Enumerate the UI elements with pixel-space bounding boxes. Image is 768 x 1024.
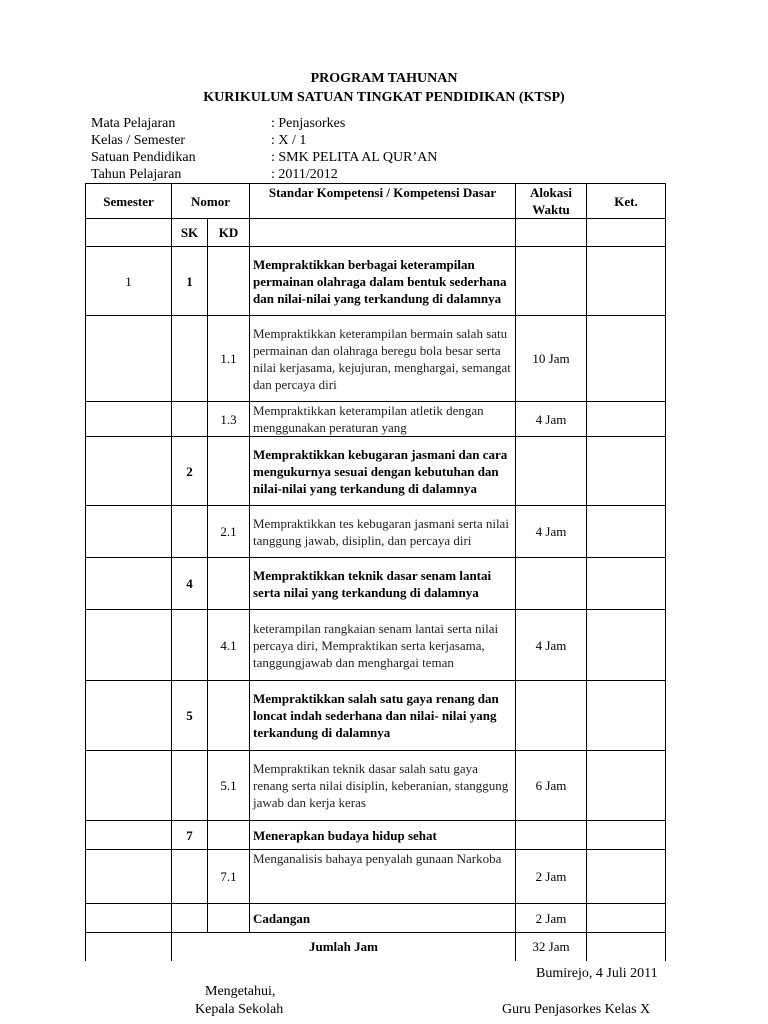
table-row (86, 316, 666, 402)
competency-cell: Mempraktikkan salah satu gaya renang dan loncat indah sederhana dan nilai- nilai yang terkandung di dalamnya (250, 681, 516, 751)
semester-cell (86, 610, 172, 681)
sk-cell: 5 (172, 681, 208, 751)
competency-cell: Mempraktikkan keterampilan bermain salah satu permainan dan olahraga beregu bola besar serta nilai kerjasama, kejujuran, menghargai, semangat dan percaya diri (250, 316, 516, 402)
semester-cell (86, 316, 172, 402)
competency-cell: Mempraktikan teknik dasar salah satu gaya renang serta nilai disiplin, keberanian, stanggung jawab dan kerja keras (250, 751, 516, 821)
semester-cell (86, 558, 172, 610)
table-row (86, 247, 666, 316)
alokasi-cell: 10 Jam (516, 316, 587, 402)
alokasi-cell: 2 Jam (516, 850, 587, 904)
sk-cell (172, 904, 208, 933)
semester-cell (86, 506, 172, 558)
empty-cell (250, 219, 516, 247)
info-label: Mata Pelajaran (91, 116, 176, 131)
guru-label: Guru Penjasorkes Kelas X (502, 1002, 651, 1017)
alokasi-cell: 4 Jam (516, 610, 587, 681)
alokasi-cell: 2 Jam (516, 904, 587, 933)
table-row (86, 681, 666, 751)
empty-cell (516, 219, 587, 247)
sk-cell: 2 (172, 437, 208, 506)
ket-cell (587, 316, 666, 402)
info-value: : Penjasorkes (271, 116, 346, 131)
kd-cell (208, 904, 250, 933)
total-value: 32 Jam (516, 933, 587, 961)
semester-cell (86, 751, 172, 821)
sk-cell: 4 (172, 558, 208, 610)
competency-cell: Mempraktikkan tes kebugaran jasmani serta nilai tanggung jawab, disiplin, dan percaya diri (250, 506, 516, 558)
table-row (86, 850, 666, 904)
kd-cell (208, 681, 250, 751)
ket-cell (587, 610, 666, 681)
alokasi-cell (516, 247, 587, 316)
info-value: : SMK PELITA AL QUR’AN (271, 150, 438, 165)
competency-cell: Mempraktikkan berbagai keterampilan permainan olahraga dalam bentuk sederhana dan nilai-nilai yang terkandung di dalamnya (250, 247, 516, 316)
ket-cell (587, 850, 666, 904)
kd-cell: 2.1 (208, 506, 250, 558)
ket-cell (587, 904, 666, 933)
sk-cell (172, 751, 208, 821)
sk-cell: 7 (172, 821, 208, 850)
header-semester: Semester (86, 184, 172, 219)
header-sk: SK (172, 219, 208, 247)
kd-cell (208, 821, 250, 850)
kd-cell: 7.1 (208, 850, 250, 904)
empty-cell (86, 219, 172, 247)
alokasi-cell (516, 821, 587, 850)
semester-cell (86, 933, 172, 961)
document-title: PROGRAM TAHUNAN (310, 71, 458, 86)
ket-cell (587, 751, 666, 821)
competency-cell: Menerapkan budaya hidup sehat (250, 821, 516, 850)
alokasi-cell (516, 558, 587, 610)
table-row (86, 610, 666, 681)
document-subtitle: KURIKULUM SATUAN TINGKAT PENDIDIKAN (KTSP) (203, 90, 565, 105)
info-label: Kelas / Semester (91, 133, 186, 148)
kd-cell: 4.1 (208, 610, 250, 681)
alokasi-cell: 4 Jam (516, 402, 587, 437)
alokasi-cell (516, 437, 587, 506)
semester-cell (86, 821, 172, 850)
alokasi-cell: 4 Jam (516, 506, 587, 558)
competency-cell: Mempraktikkan teknik dasar senam lantai serta nilai yang terkandung di dalamnya (250, 558, 516, 610)
competency-cell: Mempraktikkan keterampilan atletik dengan menggunakan peraturan yang (250, 402, 516, 437)
info-label: Satuan Pendidikan (91, 150, 196, 165)
info-label: Tahun Pelajaran (91, 167, 182, 182)
info-value: : X / 1 (271, 133, 307, 148)
ket-cell (587, 506, 666, 558)
kd-cell (208, 437, 250, 506)
total-row (86, 933, 666, 961)
sk-cell: 1 (172, 247, 208, 316)
header-nomor: Nomor (172, 184, 250, 219)
table-row (86, 506, 666, 558)
header-kd: KD (208, 219, 250, 247)
semester-cell (86, 681, 172, 751)
subheader-row (86, 219, 666, 247)
table-row (86, 558, 666, 610)
semester-cell (86, 402, 172, 437)
sk-cell (172, 402, 208, 437)
kd-cell: 5.1 (208, 751, 250, 821)
ket-cell (587, 933, 666, 961)
info-row-tahun (91, 166, 437, 183)
header-row (86, 184, 666, 219)
sk-cell (172, 316, 208, 402)
competency-cell: Mempraktikkan kebugaran jasmani dan cara mengukurnya sesuai dengan kebutuhan dan nilai-nilai yang terkandung di dalamnya (250, 437, 516, 506)
info-row-kelas (91, 132, 437, 149)
program-table (85, 183, 666, 961)
kd-cell (208, 247, 250, 316)
table-row (86, 751, 666, 821)
info-row-mata-pelajaran (91, 115, 437, 132)
competency-cell: Menganalisis bahaya penyalah gunaan Narkoba (250, 850, 516, 904)
ket-cell (587, 821, 666, 850)
ket-cell (587, 247, 666, 316)
place-date: Bumirejo, 4 Juli 2011 (536, 966, 658, 981)
kd-cell: 1.1 (208, 316, 250, 402)
table-row (86, 402, 666, 437)
ket-cell (587, 437, 666, 506)
competency-cell: Cadangan (250, 904, 516, 933)
mengetahui-label: Mengetahui, (205, 984, 276, 999)
kd-cell: 1.3 (208, 402, 250, 437)
info-block (91, 115, 437, 183)
semester-cell (86, 850, 172, 904)
semester-cell (86, 437, 172, 506)
table-row (86, 821, 666, 850)
info-row-satuan (91, 149, 437, 166)
alokasi-cell: 6 Jam (516, 751, 587, 821)
alokasi-cell (516, 681, 587, 751)
sk-cell (172, 610, 208, 681)
header-ket: Ket. (587, 184, 666, 219)
semester-cell: 1 (86, 247, 172, 316)
empty-cell (587, 219, 666, 247)
info-value: : 2011/2012 (271, 167, 338, 182)
semester-cell (86, 904, 172, 933)
header-standar: Standar Kompetensi / Kompetensi Dasar (250, 184, 516, 219)
header-alokasi: Alokasi Waktu (516, 184, 587, 219)
table-row (86, 904, 666, 933)
table-row (86, 437, 666, 506)
competency-cell: keterampilan rangkaian senam lantai serta nilai percaya diri, Mempraktikan serta kerjasama, tanggungjawab dan menghargai teman (250, 610, 516, 681)
sk-cell (172, 850, 208, 904)
ket-cell (587, 402, 666, 437)
total-label: Jumlah Jam (172, 933, 516, 961)
ket-cell (587, 558, 666, 610)
kd-cell (208, 558, 250, 610)
sk-cell (172, 506, 208, 558)
kepala-sekolah-label: Kepala Sekolah (195, 1002, 284, 1017)
ket-cell (587, 681, 666, 751)
